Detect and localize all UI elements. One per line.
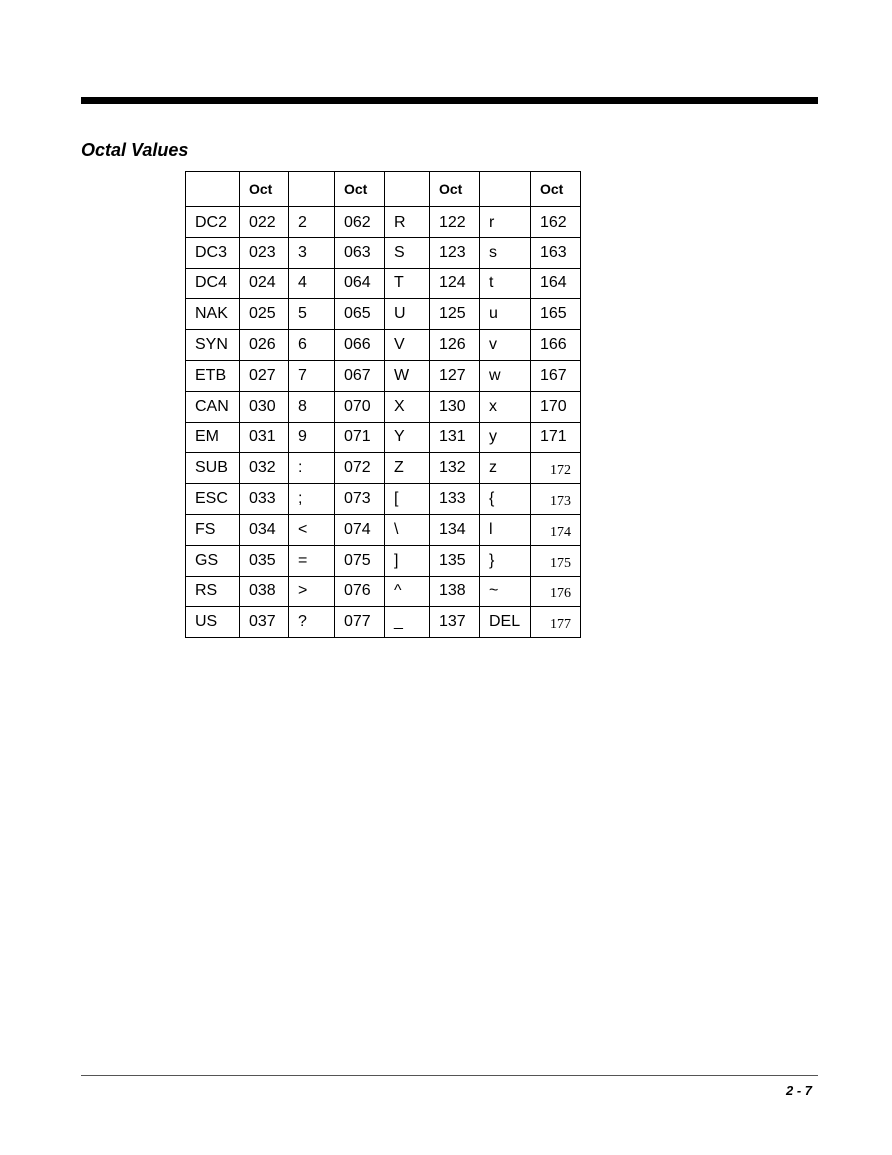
table-row: [186, 268, 581, 299]
table-cell: <: [289, 514, 335, 545]
table-cell: 3: [289, 237, 335, 268]
table-cell: 070: [335, 391, 385, 422]
table-header: [186, 172, 581, 207]
table-row: [186, 207, 581, 238]
table-row: [186, 330, 581, 361]
table-cell: {: [480, 484, 531, 515]
table-cell: 125: [430, 299, 480, 330]
table-cell: 9: [289, 422, 335, 453]
table-row: [186, 299, 581, 330]
table-cell: 067: [335, 360, 385, 391]
table-cell: SYN: [186, 330, 240, 361]
table-cell: 162: [531, 207, 581, 238]
octal-values-table: [185, 171, 581, 638]
table-cell: 065: [335, 299, 385, 330]
table-cell: EM: [186, 422, 240, 453]
table-cell: 032: [240, 453, 289, 484]
column-header: [480, 172, 531, 207]
table-cell: 127: [430, 360, 480, 391]
table-cell: 072: [335, 453, 385, 484]
table-cell: 165: [531, 299, 581, 330]
table-cell: 172: [531, 453, 581, 484]
table-cell: 062: [335, 207, 385, 238]
table-cell: :: [289, 453, 335, 484]
table-cell: 074: [335, 514, 385, 545]
table-cell: ?: [289, 607, 335, 638]
table-cell: 134: [430, 514, 480, 545]
table-cell: DC2: [186, 207, 240, 238]
table-cell: 167: [531, 360, 581, 391]
table-cell: 163: [531, 237, 581, 268]
table-cell: 075: [335, 545, 385, 576]
column-header: Oct: [240, 172, 289, 207]
table-cell: S: [385, 237, 430, 268]
column-header: [186, 172, 240, 207]
table-cell: u: [480, 299, 531, 330]
table-cell: >: [289, 576, 335, 607]
table-cell: 077: [335, 607, 385, 638]
table-cell: GS: [186, 545, 240, 576]
table-cell: 122: [430, 207, 480, 238]
table-cell: CAN: [186, 391, 240, 422]
table-cell: 6: [289, 330, 335, 361]
table-cell: 034: [240, 514, 289, 545]
top-rule: [81, 97, 818, 104]
table-cell: s: [480, 237, 531, 268]
table-row: [186, 237, 581, 268]
column-header: [385, 172, 430, 207]
table-cell: ESC: [186, 484, 240, 515]
table-cell: _: [385, 607, 430, 638]
table-cell: ETB: [186, 360, 240, 391]
table-body: [186, 207, 581, 638]
column-header: [289, 172, 335, 207]
table-cell: 135: [430, 545, 480, 576]
table-cell: x: [480, 391, 531, 422]
table-cell: w: [480, 360, 531, 391]
table-cell: 033: [240, 484, 289, 515]
column-header: Oct: [430, 172, 480, 207]
table-cell: 064: [335, 268, 385, 299]
table-cell: ;: [289, 484, 335, 515]
table-cell: z: [480, 453, 531, 484]
table-row: [186, 360, 581, 391]
page-number: 2 - 7: [785, 1083, 812, 1098]
table-cell: 132: [430, 453, 480, 484]
table-row: [186, 391, 581, 422]
table-cell: 164: [531, 268, 581, 299]
table-cell: 133: [430, 484, 480, 515]
section-title: Octal Values: [81, 140, 189, 160]
table-row: [186, 607, 581, 638]
table-cell: 4: [289, 268, 335, 299]
table-cell: 022: [240, 207, 289, 238]
table-cell: 171: [531, 422, 581, 453]
table-cell: ]: [385, 545, 430, 576]
table-cell: Z: [385, 453, 430, 484]
table-cell: FS: [186, 514, 240, 545]
table-cell: 025: [240, 299, 289, 330]
table-cell: 037: [240, 607, 289, 638]
table-cell: v: [480, 330, 531, 361]
table-cell: RS: [186, 576, 240, 607]
table-cell: 173: [531, 484, 581, 515]
table-cell: 063: [335, 237, 385, 268]
table-row: [186, 484, 581, 515]
table-cell: 026: [240, 330, 289, 361]
table-row: [186, 453, 581, 484]
table-cell: 131: [430, 422, 480, 453]
table-cell: y: [480, 422, 531, 453]
table-cell: 8: [289, 391, 335, 422]
table-cell: T: [385, 268, 430, 299]
table-cell: l: [480, 514, 531, 545]
table-cell: V: [385, 330, 430, 361]
table-cell: ~: [480, 576, 531, 607]
table-cell: 027: [240, 360, 289, 391]
table-cell: 137: [430, 607, 480, 638]
table-cell: DEL: [480, 607, 531, 638]
table-cell: 126: [430, 330, 480, 361]
table-cell: 038: [240, 576, 289, 607]
header-row: [186, 172, 581, 207]
table-cell: t: [480, 268, 531, 299]
table-cell: 130: [430, 391, 480, 422]
table-cell: NAK: [186, 299, 240, 330]
table-cell: r: [480, 207, 531, 238]
table-cell: 176: [531, 576, 581, 607]
table-cell: 138: [430, 576, 480, 607]
table-cell: X: [385, 391, 430, 422]
table-cell: 031: [240, 422, 289, 453]
table-cell: \: [385, 514, 430, 545]
table-cell: 7: [289, 360, 335, 391]
table-cell: 073: [335, 484, 385, 515]
table-row: [186, 514, 581, 545]
table-row: [186, 576, 581, 607]
table-cell: 030: [240, 391, 289, 422]
table-cell: 177: [531, 607, 581, 638]
table-cell: DC3: [186, 237, 240, 268]
table-cell: 066: [335, 330, 385, 361]
table-cell: U: [385, 299, 430, 330]
table-cell: DC4: [186, 268, 240, 299]
table-cell: W: [385, 360, 430, 391]
table-cell: 175: [531, 545, 581, 576]
table-cell: }: [480, 545, 531, 576]
column-header: Oct: [531, 172, 581, 207]
table-cell: Y: [385, 422, 430, 453]
table-cell: 174: [531, 514, 581, 545]
table-cell: US: [186, 607, 240, 638]
table-cell: 023: [240, 237, 289, 268]
table-cell: ^: [385, 576, 430, 607]
table-cell: [: [385, 484, 430, 515]
table-cell: 035: [240, 545, 289, 576]
table-row: [186, 422, 581, 453]
table-cell: 5: [289, 299, 335, 330]
table-cell: 123: [430, 237, 480, 268]
table-cell: 124: [430, 268, 480, 299]
table-cell: 166: [531, 330, 581, 361]
table-cell: 076: [335, 576, 385, 607]
column-header: Oct: [335, 172, 385, 207]
bottom-rule: [81, 1075, 818, 1076]
table-cell: 170: [531, 391, 581, 422]
table-cell: 2: [289, 207, 335, 238]
table-cell: =: [289, 545, 335, 576]
table-row: [186, 545, 581, 576]
table-cell: 071: [335, 422, 385, 453]
table-cell: SUB: [186, 453, 240, 484]
table-cell: R: [385, 207, 430, 238]
table-cell: 024: [240, 268, 289, 299]
